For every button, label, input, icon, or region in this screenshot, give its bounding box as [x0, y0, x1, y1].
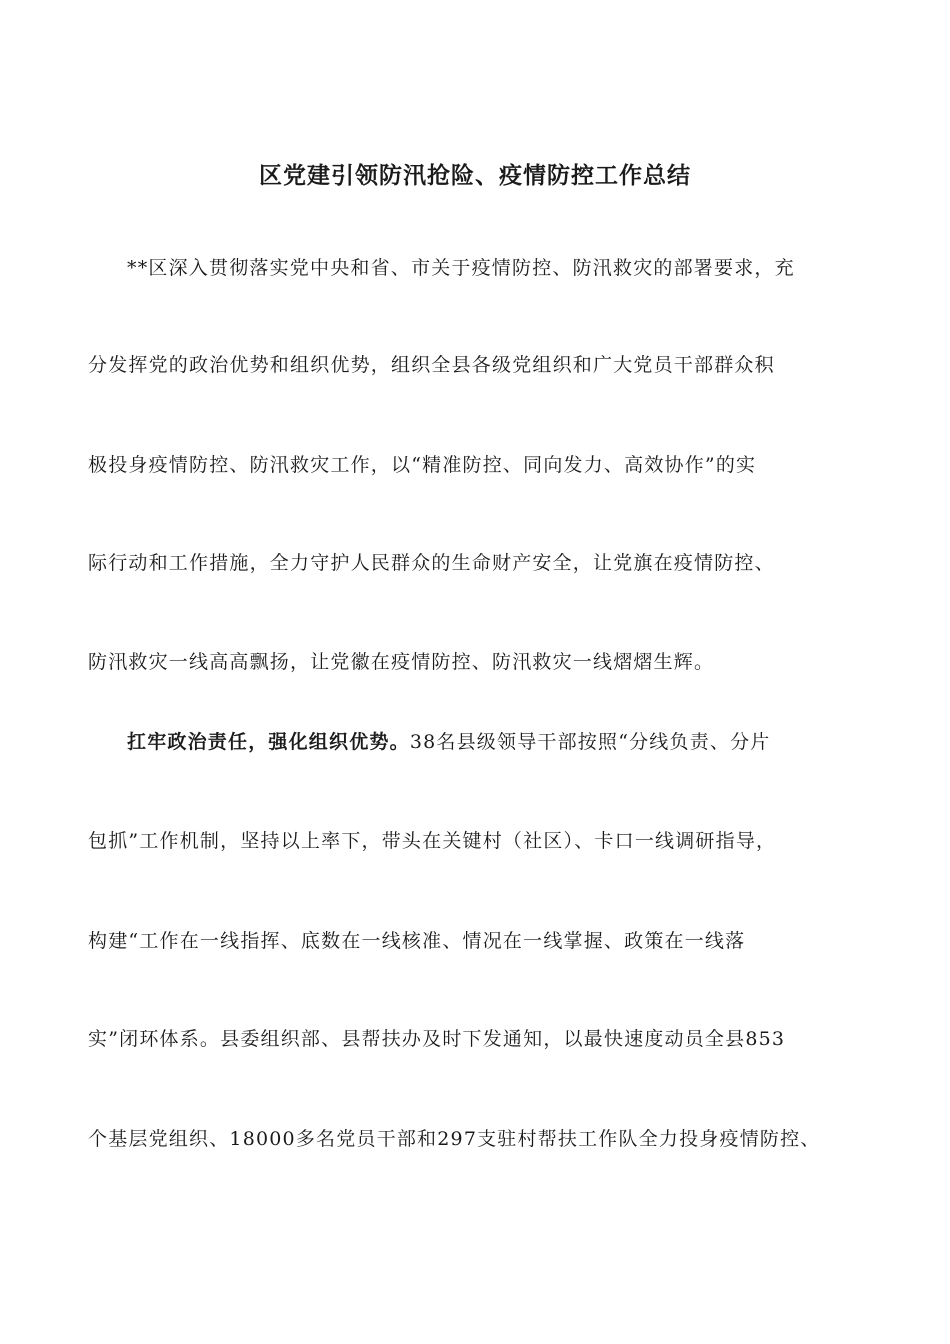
paragraph-2-line-1-rest: 38名县级领导干部按照“分线负责、分片	[409, 731, 771, 753]
paragraph-2-line-1	[127, 728, 771, 756]
paragraph-1-line-5: 防汛救灾一线高高飘扬，让党徽在疫情防控、防汛救灾一线熠熠生辉。	[88, 651, 715, 673]
paragraph-2-line-4: 实”闭环体系。县委组织部、县帮扶办及时下发通知，以最快速度动员全县853	[88, 1028, 786, 1050]
paragraph-2-line-5: 个基层党组织、18000多名党员干部和297支驻村帮扶工作队全力投身疫情防控、	[88, 1128, 821, 1150]
paragraph-1-line-2: 分发挥党的政治优势和组织优势，组织全县各级党组织和广大党员干部群众积	[88, 354, 775, 376]
paragraph-1-line-1: **区深入贯彻落实党中央和省、市关于疫情防控、防汛救灾的部署要求，充	[127, 257, 795, 279]
paragraph-2-line-2: 包抓”工作机制，坚持以上率下，带头在关键村（社区）、卡口一线调研指导，	[88, 830, 777, 852]
paragraph-1-line-4: 际行动和工作措施，全力守护人民群众的生命财产安全，让党旗在疫情防控、	[88, 552, 775, 574]
paragraph-2-line-3: 构建“工作在一线指挥、底数在一线核准、情况在一线掌握、政策在一线落	[88, 930, 746, 952]
paragraph-2-heading: 扛牢政治责任，强化组织优势。	[127, 731, 410, 753]
document-title: 区党建引领防汛抢险、疫情防控工作总结	[259, 162, 691, 189]
paragraph-1-line-3: 极投身疫情防控、防汛救灾工作，以“精准防控、同向发力、高效协作”的实	[88, 454, 757, 476]
